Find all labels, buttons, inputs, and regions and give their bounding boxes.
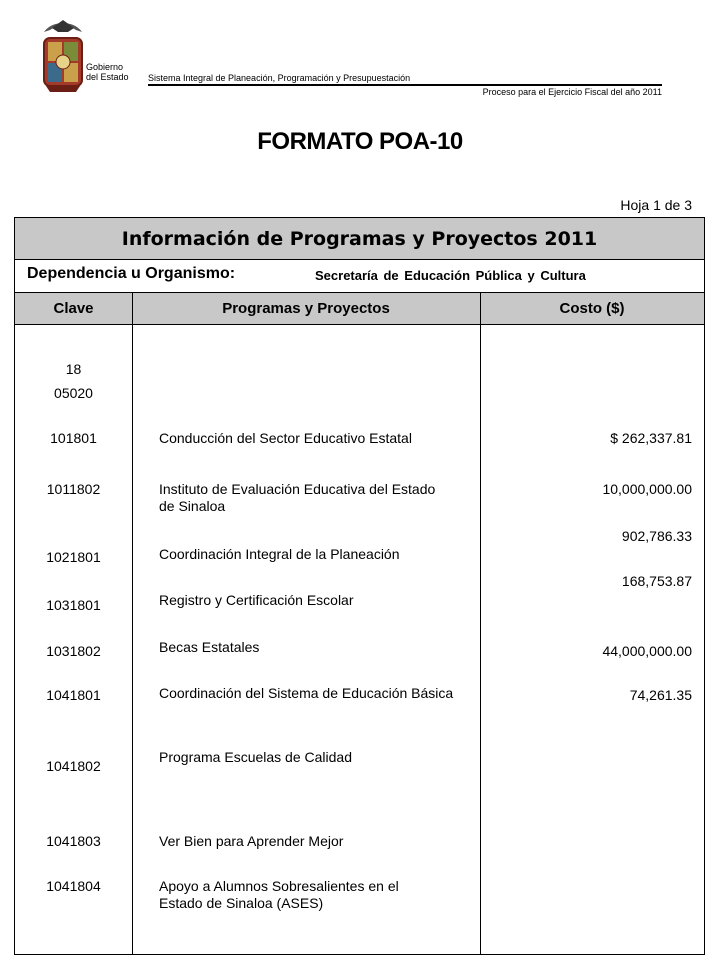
gobierno-label — [86, 62, 129, 82]
table-row-clave: 1011802 — [46, 481, 101, 497]
table-row-clave: 1041801 — [46, 687, 101, 703]
table-header-row — [15, 293, 704, 325]
table-row-clave: 1021801 — [46, 549, 101, 565]
table-title: Información de Programas y Proyectos 2011 — [15, 218, 704, 260]
clave-prefix-1: 18 — [65, 361, 82, 377]
proceso-subtitle: Proceso para el Ejercicio Fiscal del año 2011 — [482, 87, 662, 97]
table-row-costo: $ 262,337.81 — [610, 430, 692, 446]
page-counter: Hoja 1 de 3 — [620, 197, 692, 213]
table-row-programa: Apoyo a Alumnos Sobresalientes en el Estado de Sinaloa (ASES) — [159, 878, 399, 911]
coat-of-arms-logo — [38, 18, 88, 94]
table-row-costo: 10,000,000.00 — [602, 481, 692, 497]
table-row-clave: 1041802 — [46, 758, 101, 774]
table-row-clave: 1041804 — [46, 878, 101, 894]
table-row-programa: Registro y Certificación Escolar — [159, 592, 354, 608]
table-row-programa: Becas Estatales — [159, 639, 260, 655]
programs-table — [14, 217, 705, 955]
table-row-programa: Ver Bien para Aprender Mejor — [159, 833, 344, 849]
table-row-clave: 101801 — [50, 430, 97, 446]
table-row-programa: Instituto de Evaluación Educativa del Estado de Sinaloa — [159, 481, 436, 514]
table-row-clave: 1031801 — [46, 597, 101, 613]
table-row-programa: Coordinación del Sistema de Educación Básica — [159, 685, 454, 701]
table-row-programa: Coordinación Integral de la Planeación — [159, 546, 400, 562]
table-row-costo: 902,786.33 — [621, 528, 692, 544]
column-divider-1 — [132, 293, 133, 954]
table-row-costo: 168,753.87 — [621, 573, 692, 589]
table-row-clave: 1041803 — [46, 833, 101, 849]
table-row-programa: Programa Escuelas de Calidad — [159, 749, 352, 765]
dependencia-value: Secretaría de Educación Pública y Cultura — [315, 268, 586, 283]
sistema-subtitle: Sistema Integral de Planeación, Programación y Presupuestación — [148, 73, 411, 83]
gobierno-line-2: del Estado — [86, 72, 129, 82]
header-divider — [148, 84, 662, 86]
table-row-costo: 44,000,000.00 — [602, 643, 692, 659]
column-header-costo: Costo ($) — [559, 300, 625, 317]
table-row-clave: 1031802 — [46, 643, 101, 659]
page-title: FORMATO POA-10 — [257, 128, 463, 155]
table-row-costo: 74,261.35 — [629, 687, 692, 703]
column-header-programas: Programas y Proyectos — [222, 300, 390, 317]
clave-prefix-2: 05020 — [54, 385, 93, 401]
column-header-clave: Clave — [53, 300, 94, 317]
column-divider-2 — [480, 293, 481, 954]
table-row-programa: Conducción del Sector Educativo Estatal — [159, 430, 412, 446]
dependencia-label: Dependencia u Organismo: — [27, 265, 236, 282]
dependencia-row — [15, 260, 704, 293]
gobierno-line-1: Gobierno — [86, 62, 124, 72]
